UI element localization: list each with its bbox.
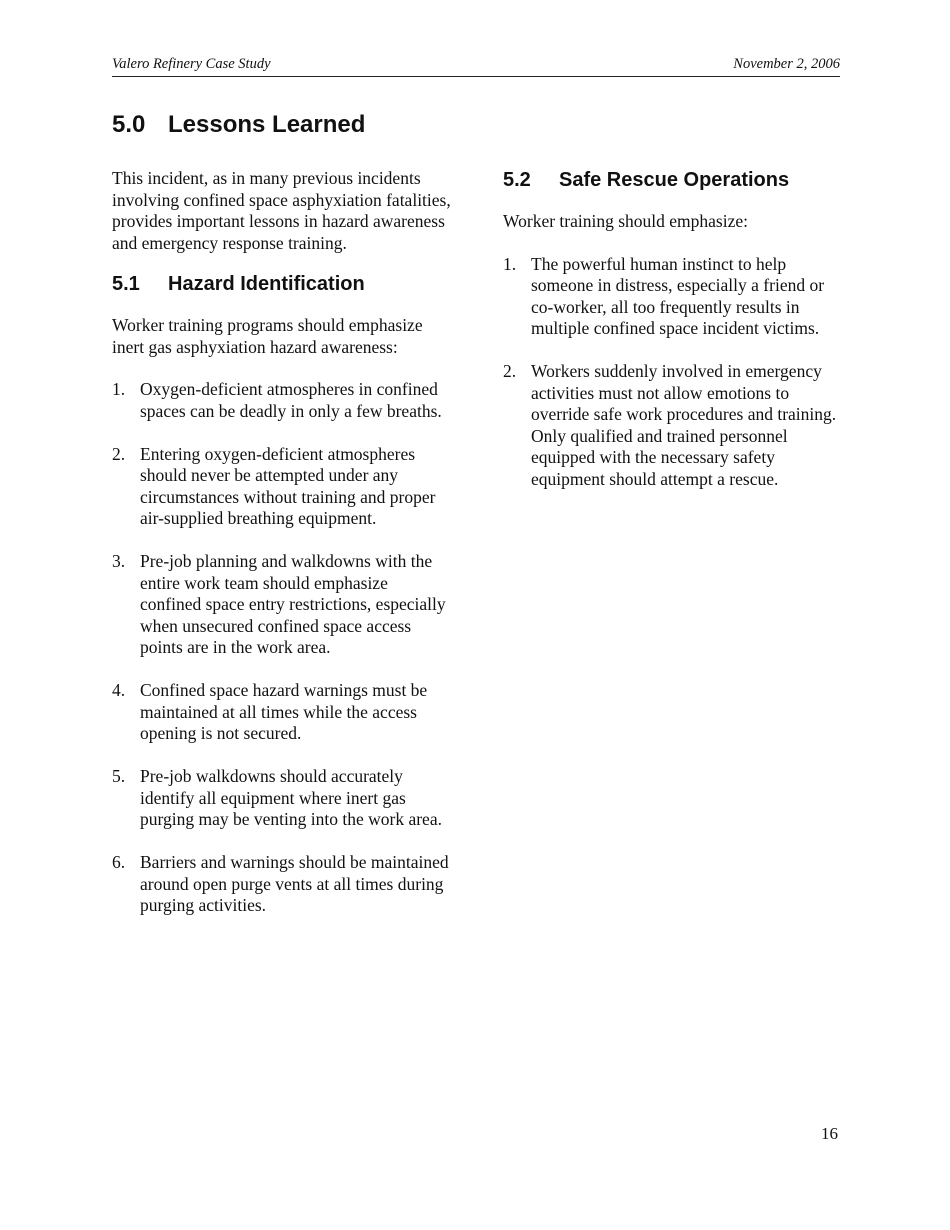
list-item <box>112 680 452 745</box>
section-number: 5.2 <box>503 169 531 191</box>
list-item <box>112 551 452 659</box>
list-item-text: Pre-job planning and walkdowns with the entire work team should emphasize confined space entry restrictions, especially when unsecured confined space access points are in the work area. <box>140 551 446 657</box>
section-title: Safe Rescue Operations <box>559 169 790 191</box>
list-marker: 2. <box>112 443 126 464</box>
hazard-list <box>112 379 452 917</box>
header-date: November 2, 2006 <box>733 56 840 72</box>
list-item-text: Confined space hazard warnings must be maintained at all times while the access opening is not secured. <box>140 680 428 743</box>
section-5-0-heading <box>112 111 365 139</box>
right-column <box>503 168 848 512</box>
list-item <box>112 766 452 831</box>
list-marker: 4. <box>112 680 126 700</box>
page-header <box>112 56 840 77</box>
list-marker: 1. <box>503 253 517 274</box>
section-title: Lessons Learned <box>168 111 366 138</box>
list-item-text: Workers suddenly involved in emergency activities must not allow emotions to override safe work procedures and training. Only qualified and trained personnel equipped with the necessary safety equipment should attempt a rescue. <box>531 361 837 489</box>
list-marker: 1. <box>112 379 126 399</box>
list-item-text: Entering oxygen-deficient atmospheres should never be attempted under any circumstances without training and proper air-supplied breathing equipment. <box>140 443 436 528</box>
header-document-title: Valero Refinery Case Study <box>112 56 271 72</box>
rescue-list <box>503 254 848 491</box>
section-5-2-heading <box>503 169 848 192</box>
list-marker: 6. <box>112 852 126 872</box>
list-item <box>503 361 848 490</box>
hazard-intro-paragraph: Worker training programs should emphasize inert gas asphyxiation hazard awareness: <box>112 315 423 357</box>
list-marker: 3. <box>112 551 126 571</box>
list-item-text: Pre-job walkdowns should accurately identify all equipment where inert gas purging may be venting into the work area. <box>140 766 442 829</box>
list-item <box>503 254 848 340</box>
list-item <box>112 379 452 422</box>
section-number: 5.1 <box>112 273 140 295</box>
left-column <box>112 168 452 938</box>
list-item-text: Barriers and warnings should be maintained around open purge vents at all times during purging activities. <box>140 852 449 915</box>
section-title: Hazard Identification <box>168 273 365 295</box>
page-number: 16 <box>821 1124 838 1143</box>
list-item-text: Oxygen-deficient atmospheres in confined spaces can be deadly in only a few breaths. <box>140 379 442 421</box>
list-item <box>112 852 452 917</box>
list-item <box>112 444 452 530</box>
list-marker: 5. <box>112 766 126 786</box>
section-5-1-heading <box>112 273 452 296</box>
list-item-text: The powerful human instinct to help someone in distress, especially a friend or co-worker, all too frequently results in multiple confined space incident victims. <box>531 253 825 338</box>
section-number: 5.0 <box>112 111 146 138</box>
list-marker: 2. <box>503 361 517 381</box>
lessons-intro-paragraph: This incident, as in many previous incidents involving confined space asphyxiation fatalities, provides important lessons in hazard awareness and emergency response training. <box>112 168 451 253</box>
rescue-intro-paragraph: Worker training should emphasize: <box>503 211 748 231</box>
